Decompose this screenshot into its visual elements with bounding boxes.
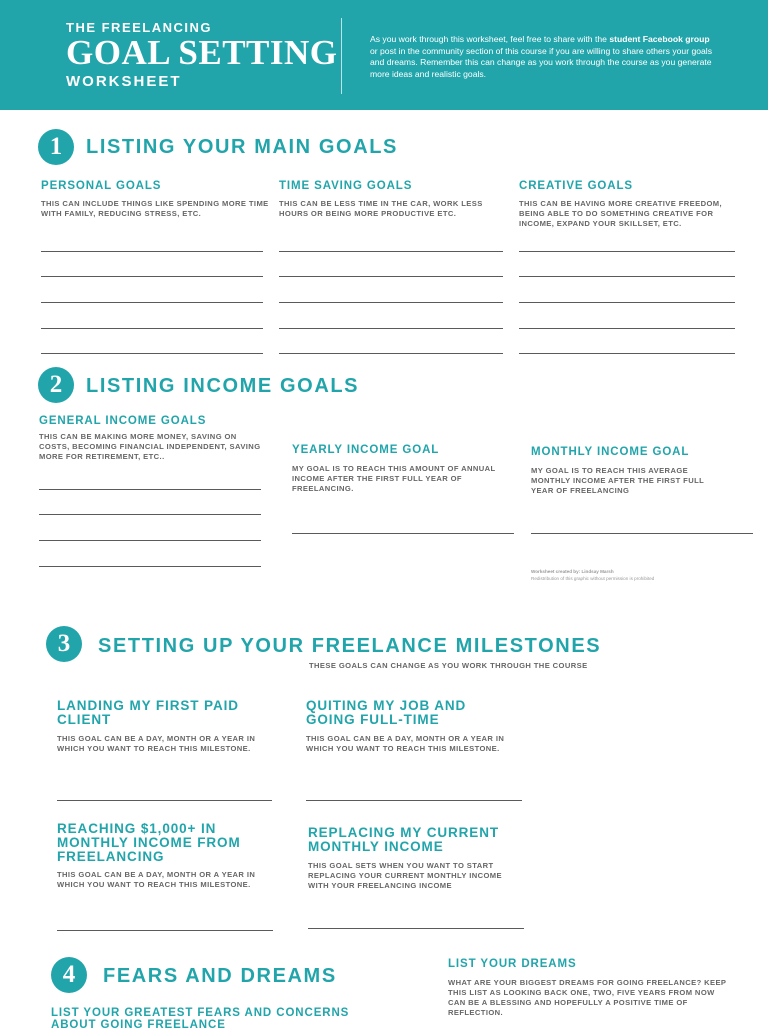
general-income-line[interactable] — [39, 489, 261, 490]
section-1-title: LISTING YOUR MAIN GOALS — [86, 136, 398, 158]
general-income-line[interactable] — [39, 514, 261, 515]
general-income-line[interactable] — [39, 540, 261, 541]
monthly-income-goal-title: MONTHLY INCOME GOAL — [531, 446, 690, 458]
general-income-line[interactable] — [39, 566, 261, 567]
section-3-title: SETTING UP YOUR FREELANCE MILESTONES — [98, 635, 602, 657]
intro-text-start: As you work through this worksheet, feel free to share with the — [370, 34, 610, 44]
milestone-1000-income-title: REACHING $1,000+ IN MONTHLY INCOME FROM FREELANCING — [57, 821, 241, 864]
monthly-income-goal-desc: MY GOAL IS TO REACH THIS AVERAGE MONTHLY INCOME AFTER THE FIRST FULL YEAR OF FREELANCING — [531, 466, 705, 495]
milestone-replace-income-desc: THIS GOAL SETS WHEN YOU WANT TO START REPLACING YOUR CURRENT MONTHLY INCOME WITH YOUR FREELANCING INCOME — [308, 861, 502, 890]
personal-goal-line[interactable] — [41, 276, 263, 277]
creative-goal-line[interactable] — [519, 302, 735, 303]
creative-goals-desc: THIS CAN BE HAVING MORE CREATIVE FREEDOM, BEING ABLE TO DO SOMETHING CREATIVE FOR INCOME, EXPAND YOUR SKILLSET, ETC. — [519, 199, 723, 228]
header-divider — [341, 18, 342, 94]
milestone-first-client-title: LANDING MY FIRST PAID CLIENT — [57, 698, 239, 727]
personal-goal-line[interactable] — [41, 353, 263, 354]
milestones-subtitle: THESE GOALS CAN CHANGE AS YOU WORK THROUGH THE COURSE — [309, 661, 588, 670]
personal-goal-line[interactable] — [41, 251, 263, 252]
time-saving-goal-line[interactable] — [279, 251, 503, 252]
general-income-goals-title: GENERAL INCOME GOALS — [39, 415, 207, 427]
worksheet-pretitle: THE FREELANCING — [66, 20, 212, 35]
milestone-first-client-line[interactable] — [57, 800, 272, 801]
time-saving-goal-line[interactable] — [279, 328, 503, 329]
milestone-replace-income-line[interactable] — [308, 928, 524, 929]
section-4-number: 4 — [51, 957, 87, 993]
milestone-full-time-desc: THIS GOAL CAN BE A DAY, MONTH OR A YEAR IN WHICH YOU WANT TO REACH THIS MILESTONE. — [306, 734, 505, 753]
creative-goal-line[interactable] — [519, 276, 735, 277]
milestone-replace-income-title: REPLACING MY CURRENT MONTHLY INCOME — [308, 825, 500, 854]
section-2-number: 2 — [38, 367, 74, 403]
creative-goal-line[interactable] — [519, 251, 735, 252]
time-saving-goal-line[interactable] — [279, 276, 503, 277]
personal-goal-line[interactable] — [41, 328, 263, 329]
time-saving-goal-line[interactable] — [279, 302, 503, 303]
creative-goal-line[interactable] — [519, 328, 735, 329]
creative-goals-title: CREATIVE GOALS — [519, 180, 633, 192]
personal-goal-line[interactable] — [41, 302, 263, 303]
yearly-income-goal-desc: MY GOAL IS TO REACH THIS AMOUNT OF ANNUAL INCOME AFTER THE FIRST FULL YEAR OF FREELANCING. — [292, 464, 496, 493]
section-2-title: LISTING INCOME GOALS — [86, 375, 360, 397]
header-intro — [370, 34, 715, 80]
milestone-1000-income-line[interactable] — [57, 930, 273, 931]
monthly-income-line[interactable] — [531, 533, 753, 534]
section-3-number: 3 — [46, 626, 82, 662]
fears-title: LIST YOUR GREATEST FEARS AND CONCERNS ABOUT GOING FREELANCE — [51, 1007, 350, 1031]
yearly-income-line[interactable] — [292, 533, 514, 534]
section-1-number: 1 — [38, 129, 74, 165]
milestone-1000-income-desc: THIS GOAL CAN BE A DAY, MONTH OR A YEAR IN WHICH YOU WANT TO REACH THIS MILESTONE. — [57, 870, 256, 889]
dreams-title: LIST YOUR DREAMS — [448, 958, 577, 970]
section-4-title: FEARS AND DREAMS — [103, 965, 337, 987]
dreams-desc: WHAT ARE YOUR BIGGEST DREAMS FOR GOING FREELANCE? KEEP THIS LIST AS LOOKING BACK ONE, TWO, FIVE YEARS FROM NOW CAN BE A BLESSING AND HOPEFULLY A POSITIVE TIME OF REFLECTION. — [448, 978, 727, 1017]
worksheet-credit: Worksheet created by: Lindsay Marsh — [531, 569, 614, 574]
milestone-first-client-desc: THIS GOAL CAN BE A DAY, MONTH OR A YEAR IN WHICH YOU WANT TO REACH THIS MILESTONE. — [57, 734, 256, 753]
time-saving-goal-line[interactable] — [279, 353, 503, 354]
milestone-full-time-line[interactable] — [306, 800, 522, 801]
personal-goals-desc: THIS CAN INCLUDE THINGS LIKE SPENDING MORE TIME WITH FAMILY, REDUCING STRESS, ETC. — [41, 199, 269, 218]
time-saving-goals-title: TIME SAVING GOALS — [279, 180, 413, 192]
intro-text-end: or post in the community section of this course if you are willing to share others your goals and dreams. Remember this can change as you work through the course as you generate more ideas and realistic goals. — [370, 45, 713, 79]
creative-goal-line[interactable] — [519, 353, 735, 354]
header-banner — [0, 0, 768, 110]
time-saving-goals-desc: THIS CAN BE LESS TIME IN THE CAR, WORK LESS HOURS OR BEING MORE PRODUCTIVE ETC. — [279, 199, 483, 218]
worksheet-title: GOAL SETTING — [66, 33, 338, 72]
facebook-group-text: student Facebook group — [609, 34, 710, 44]
general-income-goals-desc: THIS CAN BE MAKING MORE MONEY, SAVING ON COSTS, BECOMING FINANCIAL INDEPENDENT, SAVING MORE FOR RETIREMENT, ETC.. — [39, 432, 261, 461]
personal-goals-title: PERSONAL GOALS — [41, 180, 162, 192]
redistribution-note: Redistribution of this graphic without permission is prohibited — [531, 576, 655, 581]
yearly-income-goal-title: YEARLY INCOME GOAL — [292, 444, 440, 456]
worksheet-subtitle: WORKSHEET — [66, 73, 182, 90]
milestone-full-time-title: QUITING MY JOB AND GOING FULL-TIME — [306, 698, 467, 727]
